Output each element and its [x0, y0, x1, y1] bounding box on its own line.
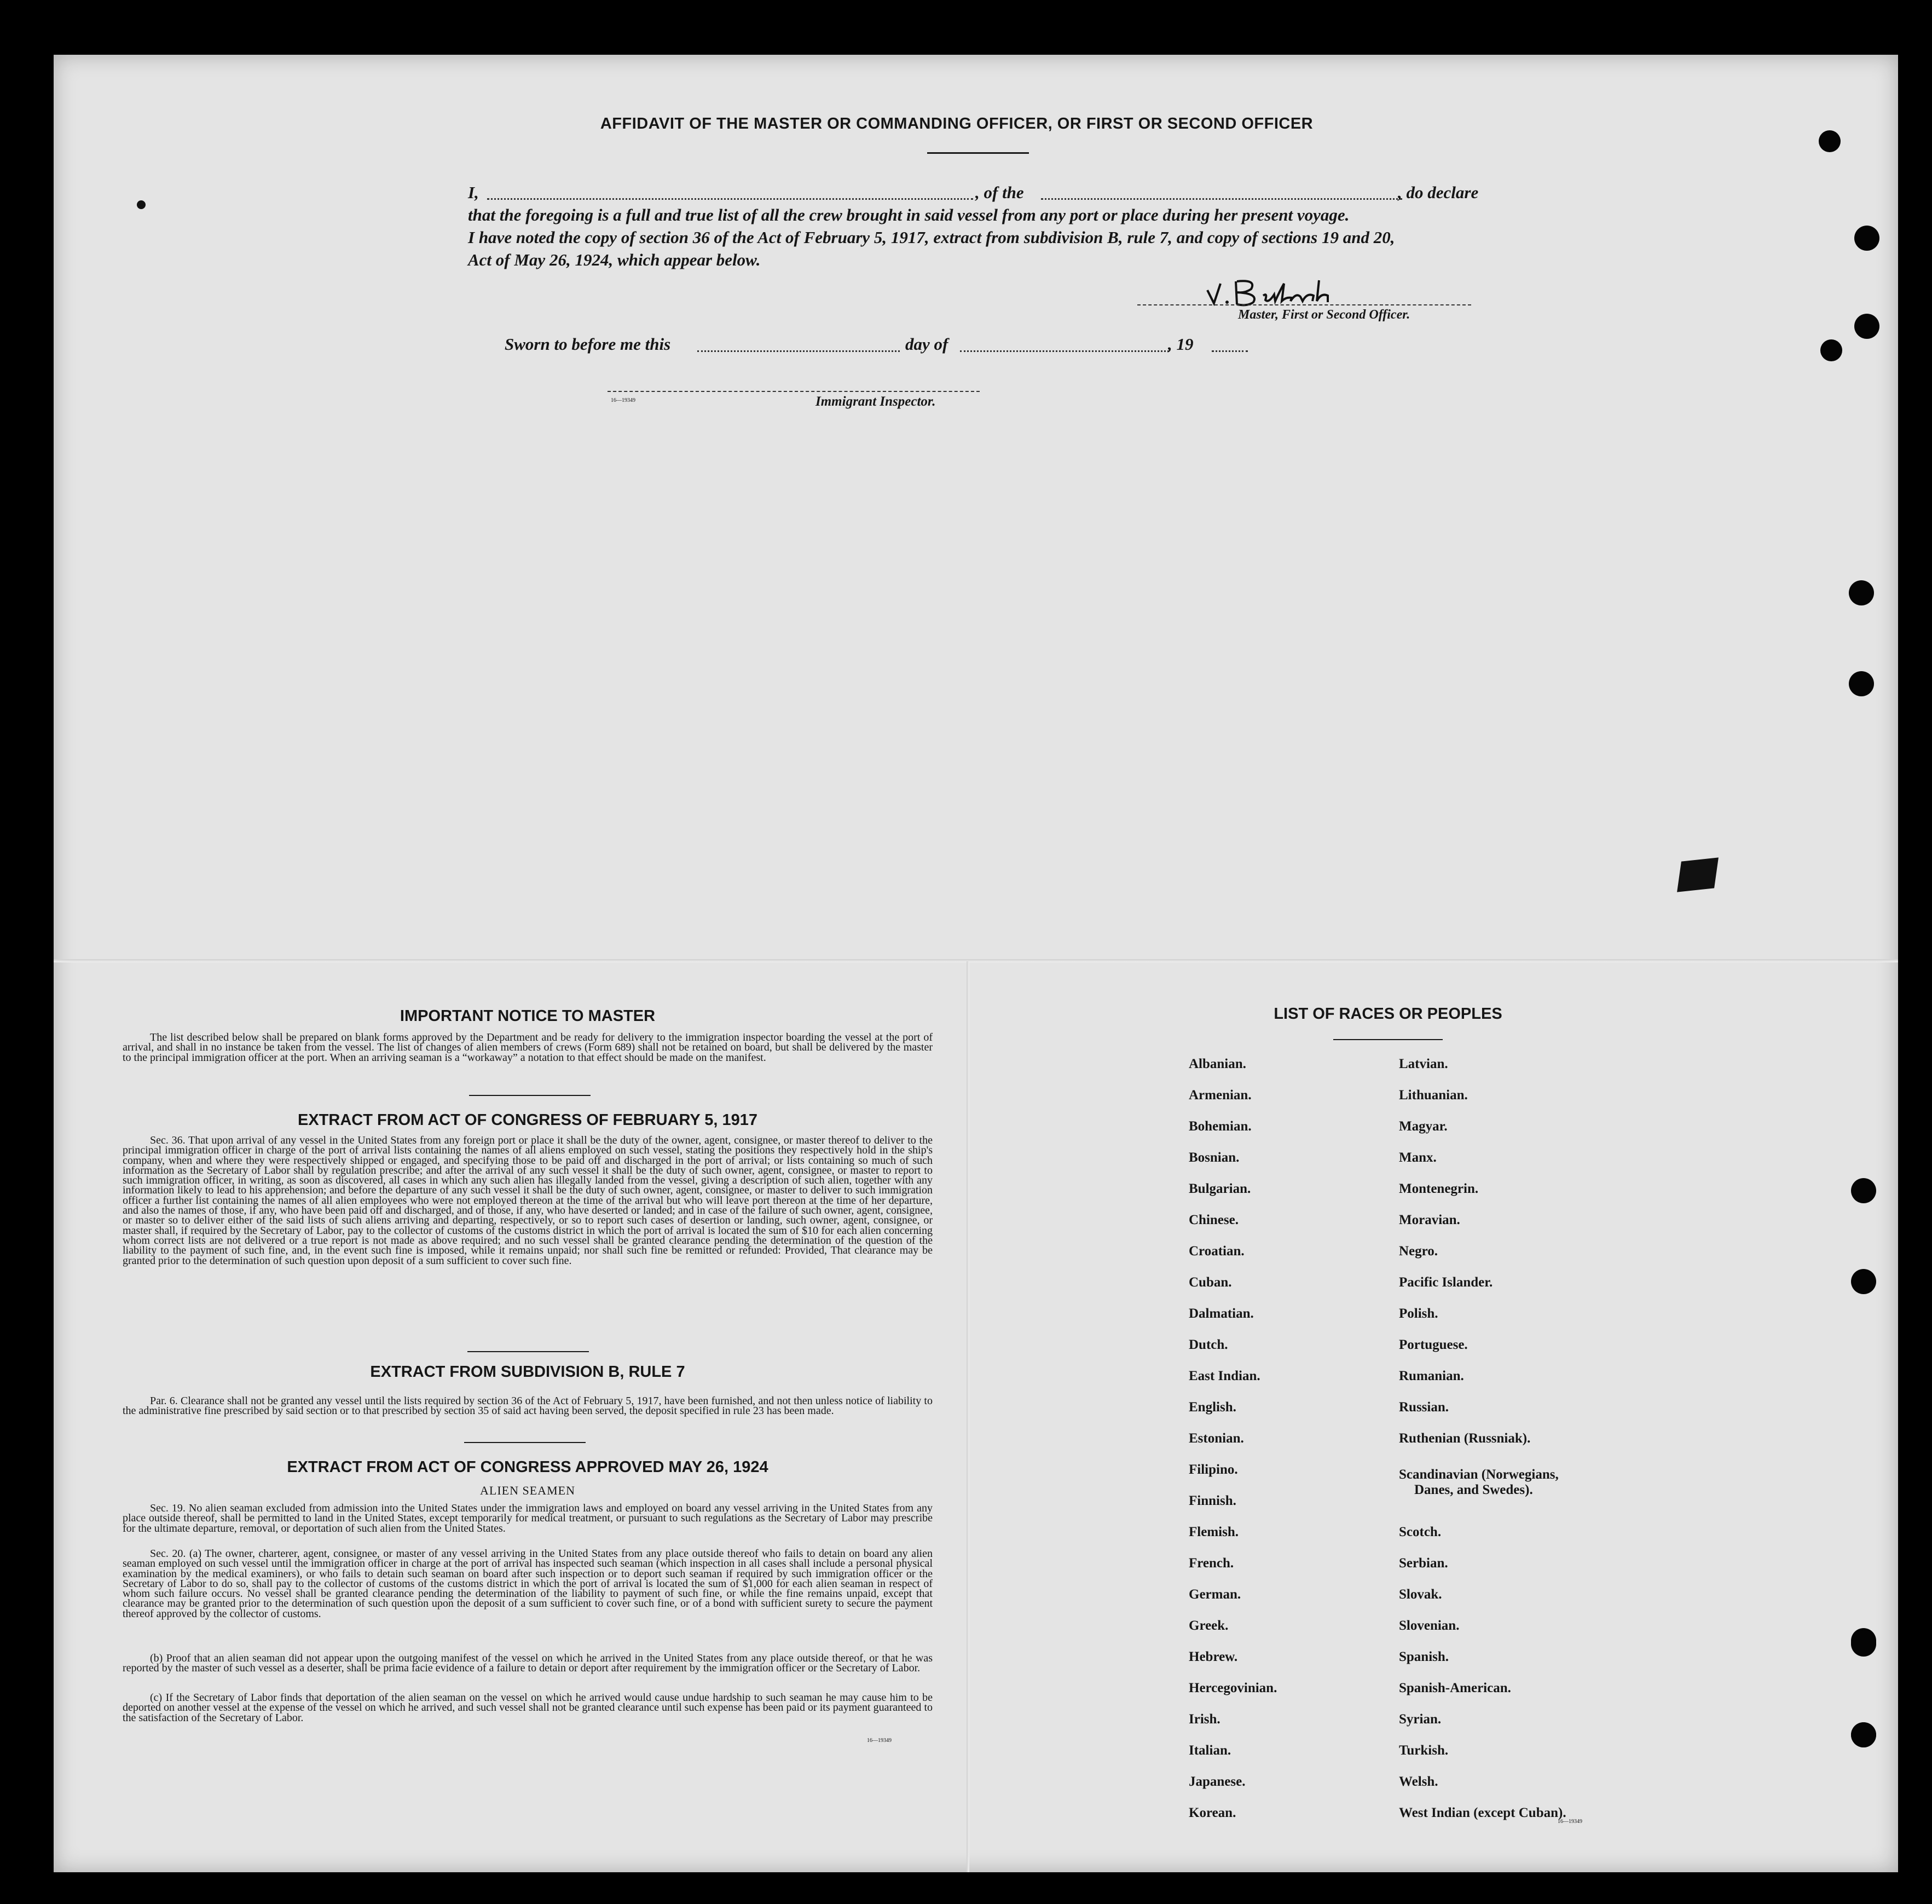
- punch-hole: [1849, 671, 1874, 696]
- day-of: day of: [905, 334, 948, 354]
- punch-hole: [1820, 339, 1842, 361]
- race-item: Syrian.: [1399, 1712, 1442, 1727]
- races-title: LIST OF RACES OR PEOPLES: [1274, 1005, 1502, 1023]
- name-blank: [487, 198, 973, 200]
- race-item: Turkish.: [1399, 1743, 1449, 1758]
- race-item: Bosnian.: [1189, 1150, 1240, 1165]
- race-item: Magyar.: [1399, 1119, 1448, 1134]
- races-form-number: 16—19349: [1558, 1819, 1582, 1825]
- race-item: Greek.: [1189, 1618, 1229, 1633]
- signature-caption: Master, First or Second Officer.: [1238, 308, 1410, 322]
- race-item: Spanish-American.: [1399, 1681, 1511, 1695]
- inspector-signature-line: [608, 391, 980, 392]
- punch-hole: [1819, 130, 1841, 152]
- sworn-month-blank: [960, 350, 1169, 352]
- race-item: Dalmatian.: [1189, 1306, 1254, 1321]
- race-item: Hebrew.: [1189, 1649, 1238, 1664]
- race-item: Lithuanian.: [1399, 1088, 1468, 1103]
- race-item: Italian.: [1189, 1743, 1231, 1758]
- race-item: Slovenian.: [1399, 1618, 1460, 1633]
- race-item: Flemish.: [1189, 1525, 1239, 1539]
- sworn-before: Sworn to before me this: [505, 334, 671, 354]
- master-signature: [1204, 276, 1379, 309]
- race-item: Finnish.: [1189, 1493, 1236, 1508]
- race-item: Spanish.: [1399, 1649, 1449, 1664]
- divider: [467, 1351, 589, 1352]
- race-item: Hercegovinian.: [1189, 1681, 1277, 1695]
- race-item: Pacific Islander.: [1399, 1275, 1493, 1290]
- punch-hole: [1854, 314, 1879, 339]
- affidavit-line-2: that the foregoing is a full and true list of all the crew brought in said vessel from any port or place during her present voyage.: [468, 205, 1350, 224]
- race-item: Armenian.: [1189, 1088, 1252, 1103]
- race-item: Rumanian.: [1399, 1369, 1464, 1383]
- extract-rule7-body: Par. 6. Clearance shall not be granted any vessel until the lists required by section 36 of the Act of February 5, 1917, have been furnished, and not then unless notice of liability to the administrative fine prescribed by said section or to that prescribed by section 35 of said act having been served, the deposit specified in rule 23 has been made.: [123, 1395, 933, 1417]
- race-item: Scandinavian (Norwegians,: [1399, 1467, 1559, 1482]
- race-item: West Indian (except Cuban).: [1399, 1805, 1566, 1820]
- extract-1917-title: EXTRACT FROM ACT OF CONGRESS OF FEBRUARY 5, 1917: [297, 1111, 758, 1129]
- punch-hole: [1849, 580, 1874, 605]
- vessel-blank: [1041, 198, 1402, 200]
- extract-rule7-title: EXTRACT FROM SUBDIVISION B, RULE 7: [370, 1363, 685, 1381]
- punch-hole: [1851, 1178, 1876, 1203]
- extract-1924-title: EXTRACT FROM ACT OF CONGRESS APPROVED MAY 26, 1924: [287, 1458, 768, 1476]
- race-item: Scotch.: [1399, 1525, 1442, 1539]
- affidavit-form-number: 16—19349: [611, 397, 635, 403]
- race-item: Polish.: [1399, 1306, 1438, 1321]
- race-item: Serbian.: [1399, 1556, 1448, 1571]
- affidavit-line-4: Act of May 26, 1924, which appear below.: [468, 250, 761, 269]
- race-item: French.: [1189, 1556, 1234, 1571]
- race-item: Moravian.: [1399, 1213, 1460, 1227]
- notice-body: The list described below shall be prepared on blank forms approved by the Department and be ready for delivery to the immigration inspector boarding the vessel at the port of arrival, and shall in no instance be taken from the vessel. The list of changes of alien members of crews (Form 689) shall not be retained on board, but shall be delivered by the master to the principal immigration officer at the port. When an arriving seaman is a “workaway” a notation to that effect should be made on the manifest.: [123, 1031, 933, 1064]
- race-item: Portuguese.: [1399, 1337, 1468, 1352]
- punch-hole: [1851, 1269, 1876, 1294]
- affidavit-title: AFFIDAVIT OF THE MASTER OR COMMANDING OFFICER, OR FIRST OR SECOND OFFICER: [600, 115, 1314, 132]
- race-item: Japanese.: [1189, 1774, 1246, 1789]
- sec-20c-text: (c) If the Secretary of Labor finds that deportation of the alien seaman on the vessel on which he arrived would cause undue hardship to such seaman he may cause him to be deported on another vessel at the expense of the vessel on which he arrived, and such vessel shall not be granted clearance until such expense has been paid or its payment guaranteed to the satisfaction of the Secretary of Labor.: [123, 1692, 933, 1724]
- race-item: Chinese.: [1189, 1213, 1239, 1227]
- race-item: Montenegrin.: [1399, 1181, 1479, 1196]
- race-item: English.: [1189, 1400, 1236, 1415]
- inspector-caption: Immigrant Inspector.: [815, 394, 936, 409]
- affidavit-declare: , do declare: [1398, 183, 1479, 202]
- race-item: Negro.: [1399, 1244, 1438, 1259]
- race-item: East Indian.: [1189, 1369, 1260, 1383]
- punch-hole: [1851, 1722, 1876, 1747]
- sec-20b-text: (b) Proof that an alien seaman did not appear upon the outgoing manifest of the vessel on which he arrived in the United States from any place outside thereof, or that he was reported by the master of such vessel as a deserter, shall be prima facie evidence of a failure to detain or deport after requirement by the immigration officer or the Secretary of Labor.: [123, 1652, 933, 1675]
- year-prefix: , 19: [1168, 334, 1194, 354]
- race-item: Bohemian.: [1189, 1119, 1252, 1134]
- race-item: Bulgarian.: [1189, 1181, 1251, 1196]
- race-item: Korean.: [1189, 1805, 1236, 1820]
- title-underline: [927, 152, 1029, 154]
- race-item: Cuban.: [1189, 1275, 1232, 1290]
- alien-seamen-subtitle: ALIEN SEAMEN: [480, 1484, 575, 1497]
- race-item: Estonian.: [1189, 1431, 1244, 1446]
- sec-20a-text: Sec. 20. (a) The owner, charterer, agent, consignee, or master of any vessel arriving in the United States from any place outside thereof who fails to detain on board any alien seaman employed on such vessel until the immigration officer in charge at the port of arrival has inspected such seaman (which inspection in all cases shall include a personal physical examination by the medical examiners), or who fails to detain such seaman on board after such inspection or to deport such seaman if required by such immigration officer or the Secretary of Labor to do so, shall pay to the collector of customs of the customs district in which the port of arrival is located the sum of $1,000 for each alien seaman in respect of whom such failure occurs. No vessel shall be granted clearance pending the determination of the liability to payment of such fine, or while the fine remains unpaid, except that clearance may be granted prior to the determination of such question upon the deposit of a sum sufficient to cover such fine, or of a bond with sufficient surety to secure the payment thereof approved by the collector of customs.: [123, 1548, 933, 1620]
- race-item: Slovak.: [1399, 1587, 1442, 1602]
- extract-form-number: 16—19349: [867, 1738, 892, 1744]
- divider: [469, 1095, 591, 1096]
- vertical-fold-line: [967, 961, 969, 1872]
- race-item: Croatian.: [1189, 1244, 1245, 1259]
- race-item: Irish.: [1189, 1712, 1220, 1727]
- races-title-underline: [1333, 1039, 1443, 1040]
- race-item: Filipino.: [1189, 1462, 1238, 1477]
- paper-clip-mark: [1677, 857, 1719, 892]
- sworn-year-blank: [1212, 350, 1248, 352]
- sec-19-text: Sec. 19. No alien seaman excluded from admission into the United States under the immigration laws and employed on board any vessel arriving in the United States from any place outside thereof, shall be permitted to land in the United States, except temporarily for medical treatment, or pursuant to such regulations as the Secretary of Labor may prescribe for the ultimate departure, removal, or deportation of such alien from the United States.: [123, 1502, 933, 1534]
- race-item: German.: [1189, 1587, 1241, 1602]
- signature-line: [1137, 304, 1471, 305]
- affidavit-line-3: I have noted the copy of section 36 of the Act of February 5, 1917, extract from subdivision B, rule 7, and copy of sections 19 and 20,: [468, 228, 1395, 247]
- race-item: Manx.: [1399, 1150, 1437, 1165]
- divider: [464, 1442, 586, 1443]
- notice-title: IMPORTANT NOTICE TO MASTER: [400, 1007, 656, 1025]
- affidavit-i: I,: [468, 183, 479, 202]
- horizontal-fold-line: [54, 959, 1898, 962]
- punch-hole: [1854, 226, 1879, 251]
- race-item: Ruthenian (Russniak).: [1399, 1431, 1531, 1446]
- race-item: Russian.: [1399, 1400, 1449, 1415]
- ink-dot: [137, 200, 146, 209]
- race-item: Dutch.: [1189, 1337, 1228, 1352]
- race-item: Welsh.: [1399, 1774, 1438, 1789]
- race-item: Latvian.: [1399, 1057, 1448, 1071]
- affidavit-of-the: , of the: [975, 183, 1024, 202]
- race-item: Danes, and Swedes).: [1414, 1482, 1533, 1497]
- punch-hole: [1851, 1630, 1876, 1655]
- extract-1917-body: Sec. 36. That upon arrival of any vessel in the United States from any foreign port or place it shall be the duty of the owner, agent, consignee, or master thereof to deliver to the principal immigration officer in charge of the port of arrival lists containing the names of all aliens employed on such vessel, stating the positions they respectively hold in the ship's company, when and where they were respectively shipped or engaged, and specifying those to be paid off and discharged in the port of arrival; or lists containing so much of such information as the Secretary of Labor shall by regulation prescribe; and after the arrival of any such vessel it shall be the duty of such owner, agent, consignee, or master to report to such immigration officer, in writing, as soon as discovered, all cases in which any such alien has illegally landed from the vessel, giving a description of such alien, together with any information likely to lead to his apprehension; and before the departure of any such vessel it shall be the duty of such owner, agent, consignee, or master to deliver to such immigration officer a further list containing the names of all alien employees who were not employed thereon at the time of the arrival but who will leave port thereon at the time of her departure, and also the names of those, if any, who have been paid off and discharged, and of those, if any, who have deserted or landed; and in case of the failure of such owner, agent, consignee, or master so to deliver either of the said lists of such aliens arriving and departing, respectively, or so to report such cases of desertion or landing, such owner, agent, consignee, or master shall, if required by the Secretary of Labor, pay to the collector of customs of the customs district in which the port of arrival is located the sum of $10 for each alien concerning whom correct lists are not delivered or a true report is not made as above required; and no such vessel shall be granted clearance pending the determination of the question of the liability to the payment of such fine, and, in the event such fine is imposed, while it remains unpaid; nor shall such fine be remitted or refunded: Provided, That clearance may be granted prior to the determination of such question upon deposit of a sum sufficient to cover such fine.: [123, 1134, 933, 1267]
- sworn-day-blank: [697, 350, 900, 352]
- race-item: Albanian.: [1189, 1057, 1246, 1071]
